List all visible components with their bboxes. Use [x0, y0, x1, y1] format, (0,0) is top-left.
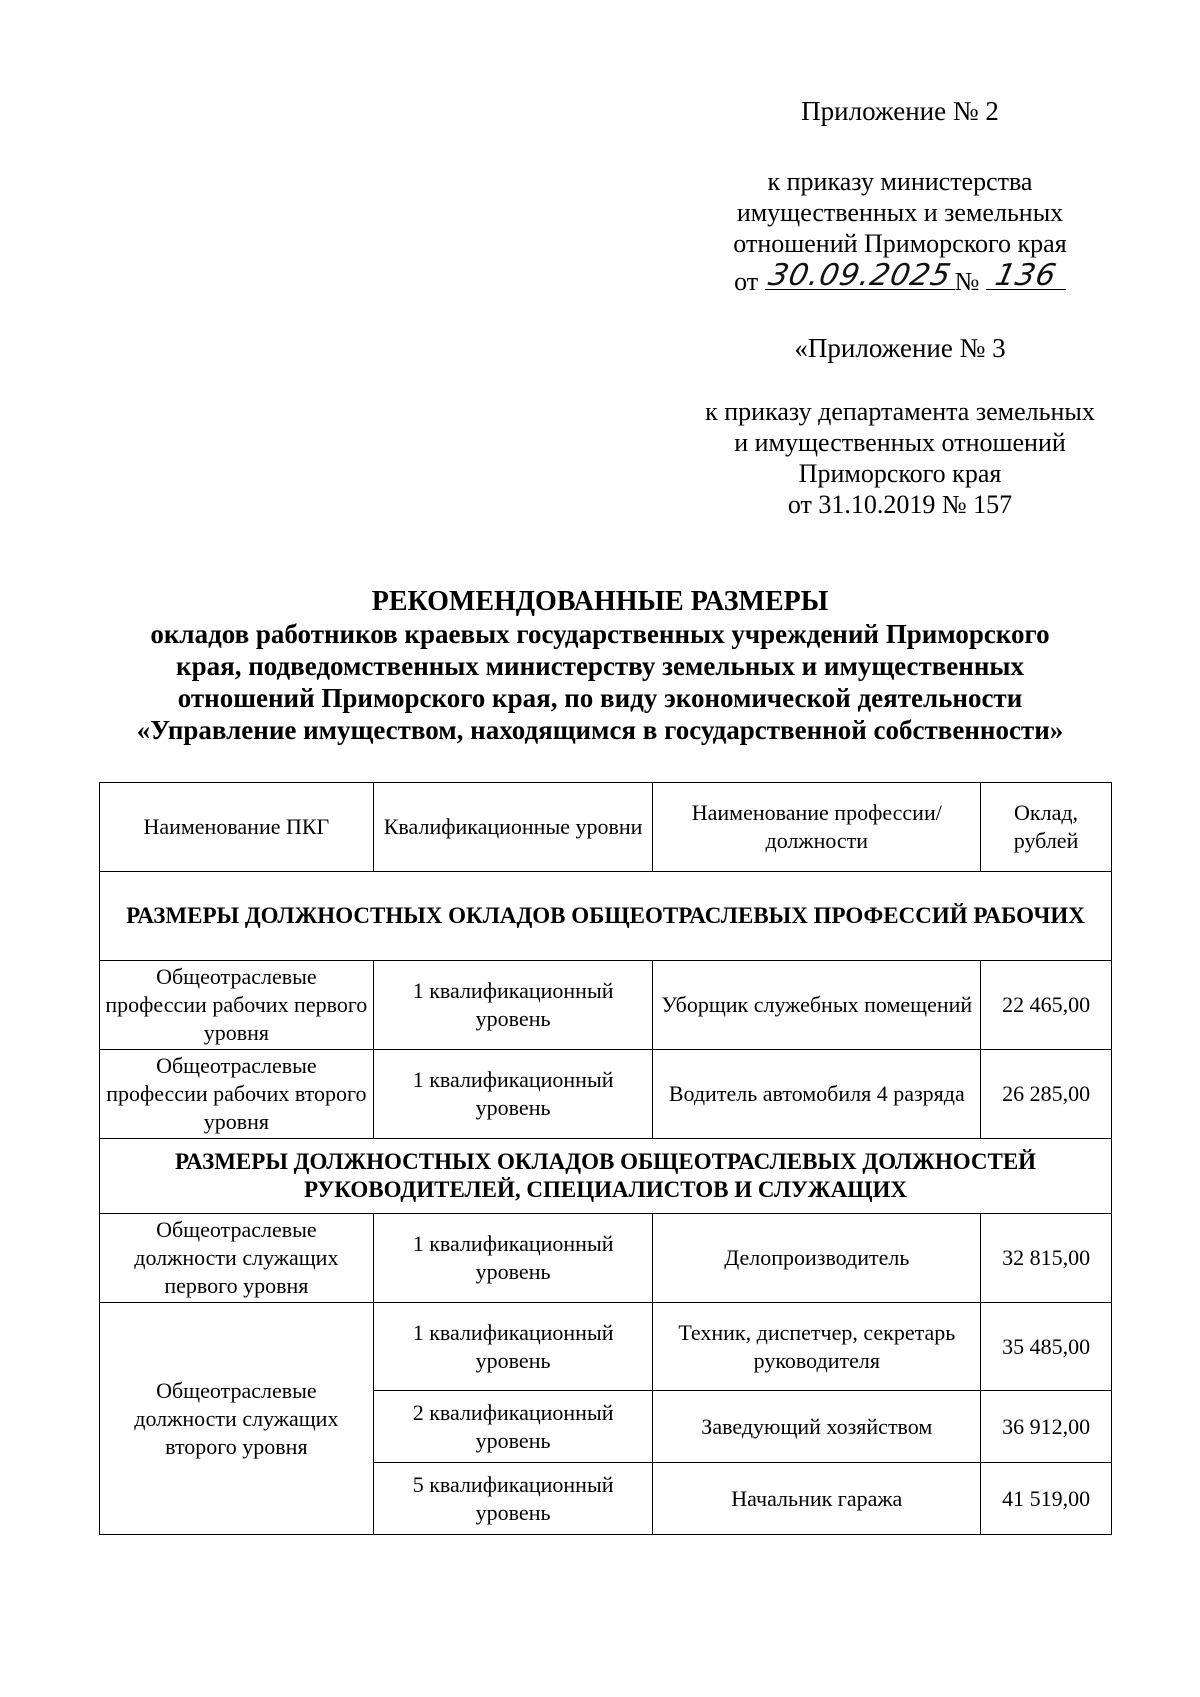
section-workers: РАЗМЕРЫ ДОЛЖНОСТНЫХ ОКЛАДОВ ОБЩЕОТРАСЛЕВЫХ ПРОФЕССИЙ РАБОЧИХ — [100, 872, 1112, 961]
cell-salary: 22 465,00 — [981, 961, 1112, 1050]
cell-level: 1 квалификационный уровень — [373, 961, 653, 1050]
header-pkg: Наименование ПКГ — [100, 783, 374, 872]
title-main: РЕКОМЕНДОВАННЫЕ РАЗМЕРЫ — [371, 586, 829, 617]
table-header-row — [100, 783, 1112, 872]
cell-position: Начальник гаража — [653, 1463, 981, 1535]
order-line-3: отношений Приморского края — [733, 229, 1067, 258]
cell-salary: 41 519,00 — [981, 1463, 1112, 1535]
cell-position: Уборщик служебных помещений — [653, 961, 981, 1050]
header-salary: Оклад, рублей — [981, 783, 1112, 872]
number-sign: № — [954, 267, 980, 296]
header-level: Квалификационные уровни — [373, 783, 653, 872]
date-prefix: от — [734, 267, 759, 296]
section-row — [100, 1139, 1112, 1214]
title-sub-2: края, подведомственных министерству земельных и имущественных — [176, 651, 1024, 681]
section-row — [100, 872, 1112, 961]
title-sub-3: отношений Приморского края, по виду экономической деятельности — [177, 683, 1023, 713]
cell-salary: 35 485,00 — [981, 1303, 1112, 1391]
cell-level: 1 квалификационный уровень — [373, 1214, 653, 1303]
cell-level: 2 квалификационный уровень — [373, 1391, 653, 1463]
order-line-1: к приказу министерства — [767, 167, 1033, 196]
department-order-reference — [650, 396, 1150, 520]
cell-pkg: Общеотраслевые должности служащих второго уровня — [100, 1303, 374, 1535]
order-date-line — [660, 258, 1140, 297]
cell-salary: 36 912,00 — [981, 1391, 1112, 1463]
cell-salary: 26 285,00 — [981, 1050, 1112, 1139]
cell-position: Водитель автомобиля 4 разряда — [653, 1050, 981, 1139]
appendix-header — [690, 96, 1110, 127]
dept-line-3: Приморского края — [798, 459, 1002, 488]
order-reference — [660, 166, 1140, 297]
salary-table — [99, 782, 1112, 1535]
table-row — [100, 1050, 1112, 1139]
cell-position: Техник, диспетчер, секретарь руководителя — [653, 1303, 981, 1391]
order-line-2: имущественных и земельных — [736, 198, 1064, 227]
title-sub-1: окладов работников краевых государственных учреждений Приморского — [150, 619, 1050, 649]
number-signature-field — [986, 258, 1066, 293]
title-sub-4: «Управление имуществом, находящимся в государственной собственности» — [136, 715, 1064, 745]
handwritten-date: 30.09.2025 — [764, 258, 955, 293]
header-position: Наименование профессии/ должности — [653, 783, 981, 872]
cell-salary: 32 815,00 — [981, 1214, 1112, 1303]
table-row — [100, 1303, 1112, 1391]
cell-level: 5 квалификационный уровень — [373, 1463, 653, 1535]
table-row — [100, 961, 1112, 1050]
appendix-title-2: «Приложение № 3 — [794, 333, 1006, 363]
cell-pkg: Общеотраслевые должности служащих первого уровня — [100, 1214, 374, 1303]
cell-position: Делопроизводитель — [653, 1214, 981, 1303]
appendix-header-2 — [690, 333, 1110, 364]
handwritten-number: 136 — [992, 258, 1060, 293]
section-employees: РАЗМЕРЫ ДОЛЖНОСТНЫХ ОКЛАДОВ ОБЩЕОТРАСЛЕВЫХ ДОЛЖНОСТЕЙ РУКОВОДИТЕЛЕЙ, СПЕЦИАЛИСТОВ И СЛУЖАЩИХ — [100, 1139, 1112, 1214]
document-title — [60, 586, 1140, 746]
date-signature-field — [764, 258, 955, 293]
cell-level: 1 квалификационный уровень — [373, 1050, 653, 1139]
appendix-title: Приложение № 2 — [801, 96, 999, 126]
dept-line-4: от 31.10.2019 № 157 — [787, 490, 1013, 519]
cell-position: Заведующий хозяйством — [653, 1391, 981, 1463]
cell-pkg: Общеотраслевые профессии рабочих второго уровня — [100, 1050, 374, 1139]
dept-line-1: к приказу департамента земельных — [705, 397, 1095, 426]
dept-line-2: и имущественных отношений — [734, 428, 1066, 457]
cell-pkg: Общеотраслевые профессии рабочих первого уровня — [100, 961, 374, 1050]
table-row — [100, 1214, 1112, 1303]
cell-level: 1 квалификационный уровень — [373, 1303, 653, 1391]
